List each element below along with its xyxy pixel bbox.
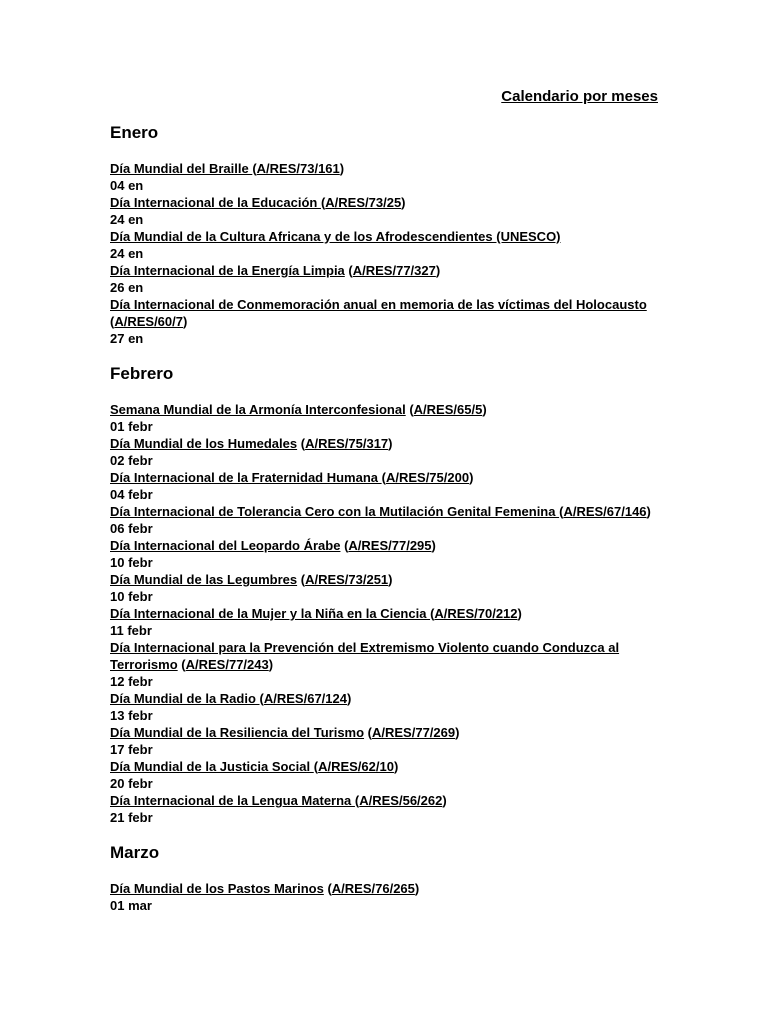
calendar-entry [110,194,668,228]
observance-link[interactable]: Día Internacional del Leopardo Árabe [110,538,341,553]
months-list [110,122,668,930]
observance-link[interactable]: Día Mundial de la Resiliencia del Turismo [110,725,365,740]
observance-link[interactable]: Día Mundial de la Justicia Social [110,759,314,774]
calendar-entry [110,469,668,503]
entry-title-line: Día Mundial de las Legumbres (A/RES/73/251) [110,572,393,587]
entry-date: 02 febr [110,453,153,468]
month-section-enero [110,122,668,347]
resolution-link[interactable]: A/RES/73/251 [305,572,389,587]
observance-link[interactable]: Día Mundial del Braille [110,161,253,176]
calendar-entry [110,537,668,571]
entry-title-line: Día Internacional de la Educación (A/RES/73/25) [110,195,406,210]
calendar-entry [110,503,668,537]
observance-link[interactable]: Día Mundial de las Legumbres [110,572,298,587]
entry-title-line: Día Mundial de la Justicia Social (A/RES/62/10) [110,759,399,774]
observance-link[interactable]: Día Internacional de la Energía Limpia [110,263,345,278]
entry-date: 04 en [110,178,144,193]
observance-link[interactable]: Día Mundial de la Cultura Africana y de los Afrodescendientes (UNESCO) [110,229,561,244]
observance-link[interactable]: Semana Mundial de la Armonía Interconfesional [110,402,406,417]
calendar-entry [110,792,668,826]
resolution-link[interactable]: A/RES/67/146 [563,504,647,519]
resolution-link[interactable]: A/RES/73/161 [256,161,340,176]
calendar-entry [110,296,668,347]
observance-link[interactable]: Día Internacional de la Educación [110,195,321,210]
entry-date: 24 en [110,212,144,227]
calendar-entry [110,639,668,690]
entry-date: 10 febr [110,589,153,604]
entry-title-line: Día Internacional de la Mujer y la Niña en la Ciencia (A/RES/70/212) [110,606,522,621]
entry-date: 13 febr [110,708,153,723]
entry-date: 21 febr [110,810,153,825]
observance-link[interactable]: Día Mundial de los Humedales [110,436,298,451]
resolution-link[interactable]: A/RES/56/262 [359,793,443,808]
observance-link[interactable]: Día Internacional de la Lengua Materna [110,793,355,808]
resolution-link[interactable]: A/RES/77/269 [372,725,456,740]
resolution-link[interactable]: A/RES/77/295 [348,538,432,553]
resolution-link[interactable]: A/RES/70/212 [434,606,518,621]
entry-date: 27 en [110,331,144,346]
entry-date: 10 febr [110,555,153,570]
entry-title-line: Día Mundial de los Pastos Marinos (A/RES/76/265) [110,881,420,896]
calendar-entry [110,435,668,469]
entry-title-line: Día Mundial del Braille (A/RES/73/161) [110,161,345,176]
entry-date: 12 febr [110,674,153,689]
resolution-link[interactable]: A/RES/77/327 [352,263,436,278]
resolution-link[interactable]: A/RES/62/10 [318,759,394,774]
entry-title-line: Día Mundial de la Resiliencia del Turismo (A/RES/77/269) [110,725,460,740]
resolution-link[interactable]: A/RES/73/25 [325,195,402,210]
resolution-link[interactable]: A/RES/65/5 [413,402,483,417]
entry-title-line: Día Internacional de Tolerancia Cero con la Mutilación Genital Femenina (A/RES/67/146) [110,504,651,519]
observance-link[interactable]: Día Internacional para la Prevención del Extremismo Violento cuando Conduzca al Terrorismo [110,640,620,672]
entry-title-line: Día Internacional para la Prevención del Extremismo Violento cuando Conduzca al Terrorismo (A/RES/77/243) [110,640,620,672]
calendar-entry [110,401,668,435]
observance-link[interactable]: Día Internacional de la Mujer y la Niña en la Ciencia [110,606,431,621]
entry-date: 01 mar [110,898,152,913]
entry-title-line: Día Internacional de la Fraternidad Humana (A/RES/75/200) [110,470,474,485]
entry-date: 01 febr [110,419,153,434]
resolution-link[interactable]: A/RES/77/243 [185,657,269,672]
entry-title-line: Día Internacional del Leopardo Árabe (A/RES/77/295) [110,538,436,553]
calendar-entry [110,758,668,792]
resolution-link[interactable]: A/RES/75/200 [385,470,470,485]
month-section-febrero [110,363,668,826]
calendar-entry [110,605,668,639]
month-section-marzo [110,842,668,914]
entry-date: 06 febr [110,521,153,536]
entry-date: 20 febr [110,776,153,791]
entry-date: 04 febr [110,487,153,502]
entry-title-line: Día Mundial de la Radio (A/RES/67/124) [110,691,352,706]
calendar-entry [110,571,668,605]
observance-link[interactable]: Día Internacional de Tolerancia Cero con la Mutilación Genital Femenina [110,504,560,519]
month-heading: Enero [110,123,159,142]
observance-link[interactable]: Día Internacional de Conmemoración anual en memoria de las víctimas del Holocausto [110,297,647,312]
resolution-link[interactable]: A/RES/60/7 [114,314,183,329]
entry-date: 26 en [110,280,144,295]
calendar-entry [110,228,668,262]
entry-date: 11 febr [110,623,152,638]
resolution-link[interactable]: A/RES/75/317 [305,436,389,451]
document-title[interactable]: Calendario por meses [501,88,658,105]
observance-link[interactable]: Día Internacional de la Fraternidad Humana [110,470,382,485]
calendar-entry [110,690,668,724]
entry-title-line: Día Mundial de los Humedales (A/RES/75/317) [110,436,393,451]
calendar-entry [110,262,668,296]
observance-link[interactable]: Día Mundial de los Pastos Marinos [110,881,324,896]
entry-title-line: Semana Mundial de la Armonía Interconfesional (A/RES/65/5) [110,402,487,417]
calendar-entry [110,880,668,914]
entry-date: 17 febr [110,742,153,757]
calendar-entry [110,724,668,758]
resolution-link[interactable]: A/RES/76/265 [331,881,415,896]
resolution-link[interactable]: A/RES/67/124 [263,691,347,706]
entry-title-line [110,228,668,245]
month-heading: Febrero [110,364,174,383]
entry-date: 24 en [110,246,144,261]
entry-title-line: Día Internacional de la Energía Limpia (A/RES/77/327) [110,263,441,278]
calendar-entry [110,160,668,194]
month-heading: Marzo [110,843,160,862]
observance-link[interactable]: Día Mundial de la Radio [110,691,260,706]
entry-title-line: Día Internacional de Conmemoración anual en memoria de las víctimas del Holocausto (A/RES/60/7) [110,297,647,329]
entry-title-line: Día Internacional de la Lengua Materna (A/RES/56/262) [110,793,447,808]
